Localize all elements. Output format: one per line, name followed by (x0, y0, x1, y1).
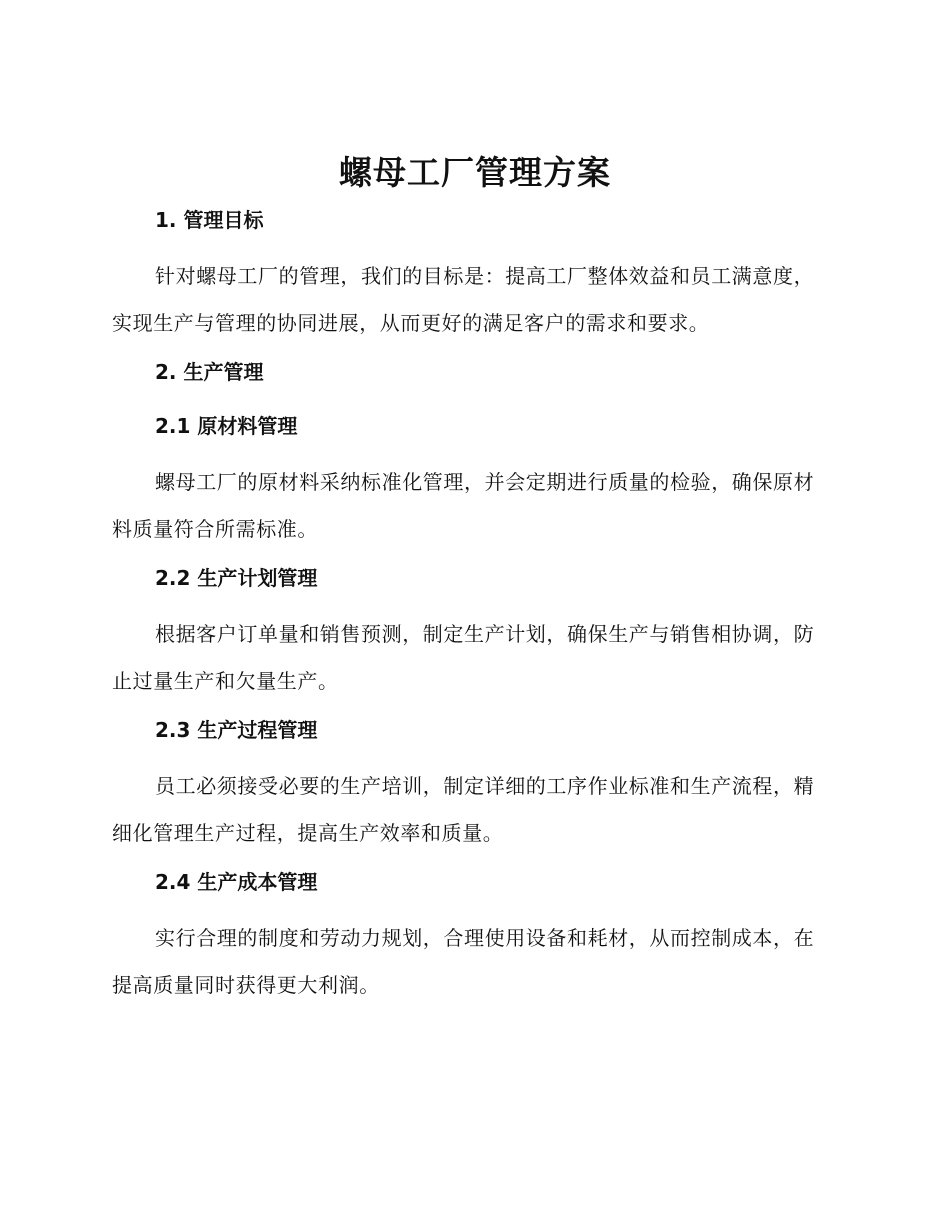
section-paragraph-production-plan: 根据客户订单量和销售预测，制定生产计划，确保生产与销售相协调，防止过量生产和欠量生产。 (112, 622, 815, 693)
section-paragraph-management-goals: 针对螺母工厂的管理，我们的目标是：提高工厂整体效益和员工满意度，实现生产与管理的协同进展，从而更好的满足客户的需求和要求。 (112, 264, 815, 335)
section-paragraph-production-cost: 实行合理的制度和劳动力规划，合理使用设备和耗材，从而控制成本，在提高质量同时获得更大利润。 (112, 926, 815, 997)
section-heading-production-management: 2. 生产管理 (155, 360, 264, 384)
section-paragraph-production-process: 员工必须接受必要的生产培训，制定详细的工序作业标准和生产流程，精细化管理生产过程，提高生产效率和质量。 (112, 774, 815, 845)
section-heading-raw-material: 2.1 原材料管理 (155, 414, 298, 438)
section-paragraph-raw-material: 螺母工厂的原材料采纳标准化管理，并会定期进行质量的检验，确保原材料质量符合所需标准。 (112, 470, 815, 541)
document-title: 螺母工厂管理方案 (339, 153, 611, 192)
section-heading-production-plan: 2.2 生产计划管理 (155, 566, 318, 590)
section-heading-production-cost: 2.4 生产成本管理 (155, 870, 318, 894)
section-heading-management-goals: 1. 管理目标 (155, 208, 264, 232)
section-heading-production-process: 2.3 生产过程管理 (155, 718, 318, 742)
